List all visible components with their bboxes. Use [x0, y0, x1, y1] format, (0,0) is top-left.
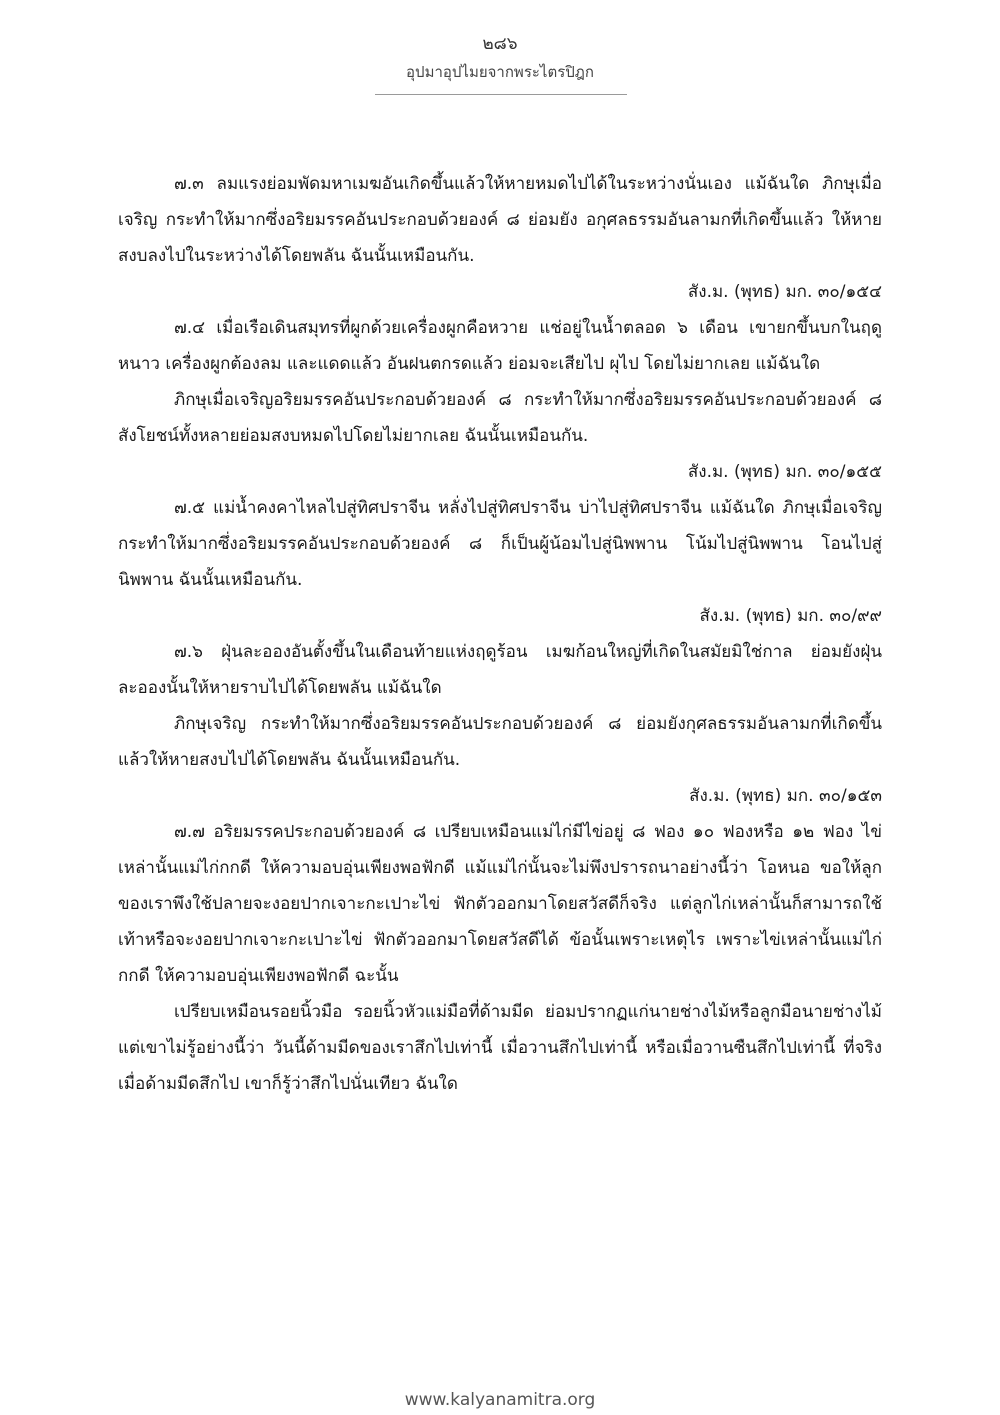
paragraph-7-5: ๗.๕ แม่น้ำคงคาไหลไปสู่ทิศปราจีน หลั่งไปสู่ทิศปราจีน บ่าไปสู่ทิศปราจีน แม้ฉันใด ภิกษุเมื่อเจริญ กระทำให้มากซึ่งอริยมรรคอันประกอบด้วยองค์ ๘ ก็เป็นผู้น้อมไปสู่นิพพาน โน้มไปสู่นิพพาน โอนไปสู่นิพพาน ฉันนั้นเหมือนกัน.	[118, 498, 882, 590]
citation-reference: สัง.ม. (พุทธ) มก. ๓๐/๑๕๓	[689, 786, 882, 806]
paragraph-7-7: ๗.๗ อริยมรรคประกอบด้วยองค์ ๘ เปรียบเหมือนแม่ไก่มีไข่อยู่ ๘ ฟอง ๑๐ ฟองหรือ ๑๒ ฟอง ไข่เหล่านั้นแม่ไก่กกดี ให้ความอบอุ่นเพียงพอฟักดี แม้แม่ไก่นั้นจะไม่พึงปรารถนาอย่างนี้ว่า โอหนอ ขอให้ลูกของเราพึงใช้ปลายจะงอยปากเจาะกะเปาะไข่ ฟักตัวออกมาโดยสวัสดีก็จริง แต่ลูกไก่เหล่านั้นก็สามารถใช้เท้าหรือจะงอยปากเจาะกะเปาะไข่ ฟักตัวออกมาโดยสวัสดีได้ ข้อนั้นเพราะเหตุไร เพราะไข่เหล่านั้นแม่ไก่กกดี ให้ความอบอุ่นเพียงพอฟักดี ฉะนั้น	[118, 822, 882, 986]
running-title: อุปมาอุปไมยจากพระไตรปิฎก	[406, 63, 594, 81]
footer-website-url: www.kalyanamitra.org	[404, 1390, 596, 1410]
citation-reference: สัง.ม. (พุทธ) มก. ๓๐/๙๙	[699, 606, 882, 626]
paragraph-7-6: ๗.๖ ฝุ่นละอองอันตั้งขึ้นในเดือนท้ายแห่งฤดูร้อน เมฆก้อนใหญ่ที่เกิดในสมัยมิใช่กาล ย่อมยังฝุ่นละอองนั้นให้หายราบไปได้โดยพลัน แม้ฉันใด	[118, 642, 882, 698]
page-number: ๒๘๖	[482, 34, 518, 54]
paragraph-7-4: ๗.๔ เมื่อเรือเดินสมุทรที่ผูกด้วยเครื่องผูกคือหวาย แช่อยู่ในน้ำตลอด ๖ เดือน เขายกขึ้นบกในฤดูหนาว เครื่องผูกต้องลม และแดดแล้ว อันฝนตกรดแล้ว ย่อมจะเสียไป ผุไป โดยไม่ยากเลย แม้ฉันใด	[118, 318, 882, 374]
paragraph-7-6-continued: ภิกษุเจริญ กระทำให้มากซึ่งอริยมรรคอันประกอบด้วยองค์ ๘ ย่อมยังกุศลธรรมอันลามกที่เกิดขึ้นแล้วให้หายสงบไปได้โดยพลัน ฉันนั้นเหมือนกัน.	[118, 714, 882, 770]
paragraph-7-4-continued: ภิกษุเมื่อเจริญอริยมรรคอันประกอบด้วยองค์ ๘ กระทำให้มากซึ่งอริยมรรคอันประกอบด้วยองค์ ๘ สังโยชน์ทั้งหลายย่อมสงบหมดไปโดยไม่ยากเลย ฉันนั้นเหมือนกัน.	[118, 390, 882, 446]
body-text	[118, 166, 882, 1102]
paragraph-7-7-continued: เปรียบเหมือนรอยนิ้วมือ รอยนิ้วหัวแม่มือที่ด้ามมีด ย่อมปรากฏแก่นายช่างไม้หรือลูกมือนายช่างไม้ แต่เขาไม่รู้อย่างนี้ว่า วันนี้ด้ามมีดของเราสึกไปเท่านี้ เมื่อวานสึกไปเท่านี้ หรือเมื่อวานซืนสึกไปเท่านี้ ที่จริง เมื่อด้ามมีดสึกไป เขาก็รู้ว่าสึกไปนั่นเทียว ฉันใด	[118, 1002, 882, 1094]
header-divider	[375, 94, 627, 95]
paragraph-7-3: ๗.๓ ลมแรงย่อมพัดมหาเมฆอันเกิดขึ้นแล้วให้หายหมดไปได้ในระหว่างนั่นเอง แม้ฉันใด ภิกษุเมื่อเจริญ กระทำให้มากซึ่งอริยมรรคอันประกอบด้วยองค์ ๘ ย่อมยัง อกุศลธรรมอันลามกที่เกิดขึ้นแล้ว ให้หายสงบลงไปในระหว่างได้โดยพลัน ฉันนั้นเหมือนกัน.	[118, 174, 882, 266]
citation-reference: สัง.ม. (พุทธ) มก. ๓๐/๑๕๔	[687, 282, 882, 302]
citation-reference: สัง.ม. (พุทธ) มก. ๓๐/๑๕๕	[687, 462, 882, 482]
